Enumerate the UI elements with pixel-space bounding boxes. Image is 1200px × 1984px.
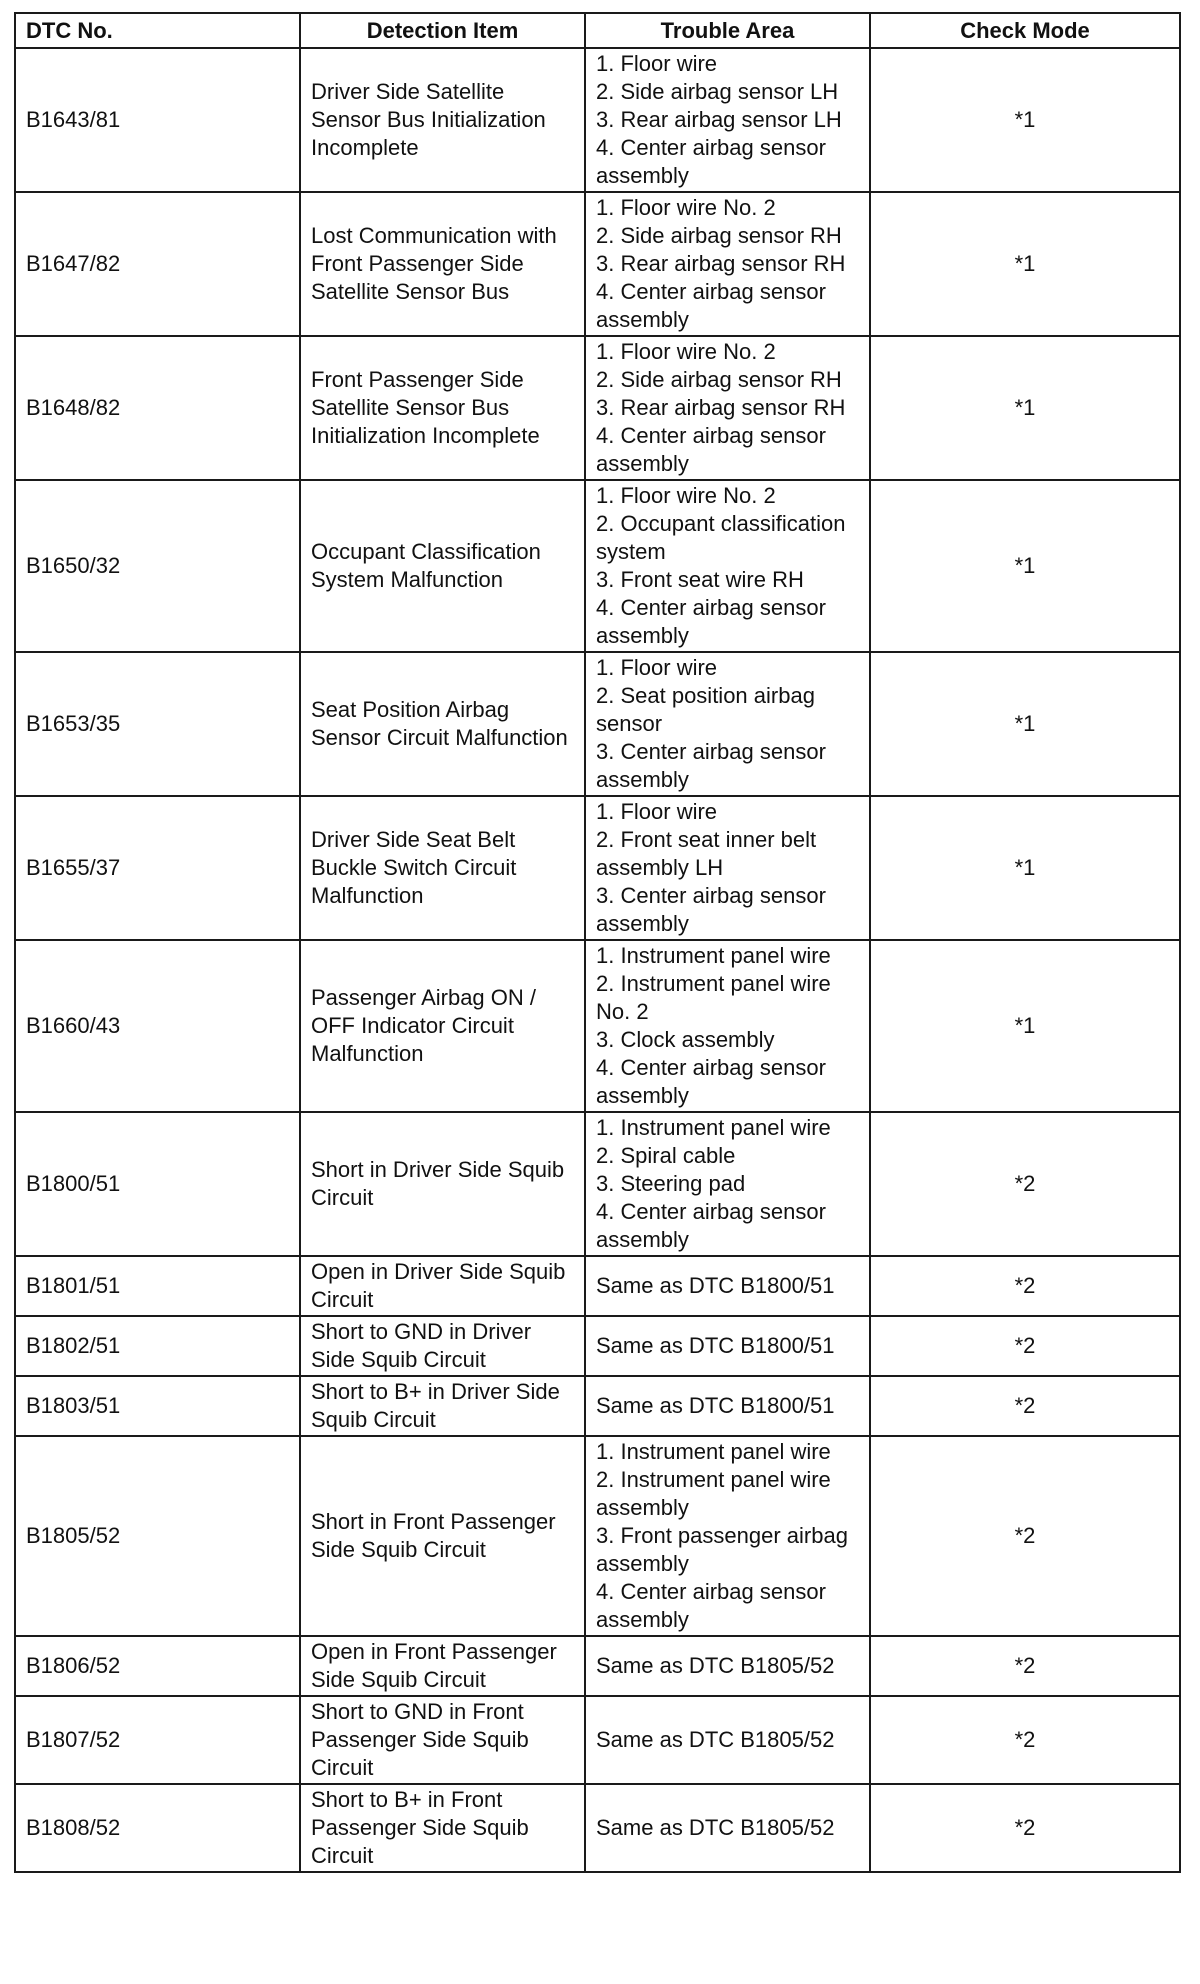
detection-item-line: Lost Communication with (311, 223, 557, 248)
dtc-number-cell: B1650/32 (15, 480, 300, 652)
trouble-area-line: 3. Center airbag sensor (596, 739, 826, 764)
check-mode-cell: *1 (870, 940, 1180, 1112)
trouble-area-line: 2. Side airbag sensor RH (596, 223, 842, 248)
detection-item-line: Malfunction (311, 883, 424, 908)
trouble-area-line: assembly (596, 1551, 689, 1576)
dtc-number-cell: B1807/52 (15, 1696, 300, 1784)
detection-item-cell (300, 1636, 585, 1696)
table-row (15, 1376, 1180, 1436)
table-row (15, 1636, 1180, 1696)
detection-item-line: Occupant Classification (311, 539, 541, 564)
trouble-area-cell (585, 940, 870, 1112)
detection-item-line: Initialization Incomplete (311, 423, 540, 448)
dtc-number-cell: B1802/51 (15, 1316, 300, 1376)
detection-item-cell (300, 652, 585, 796)
detection-item-cell (300, 192, 585, 336)
detection-item-line: System Malfunction (311, 567, 503, 592)
detection-item-line: Malfunction (311, 1041, 424, 1066)
detection-item-line: Short in Driver Side Squib (311, 1157, 565, 1182)
check-mode-cell: *2 (870, 1784, 1180, 1872)
table-header-row (15, 13, 1180, 48)
check-mode-cell: *1 (870, 192, 1180, 336)
detection-item-cell (300, 1316, 585, 1376)
trouble-area-line: 3. Front passenger airbag (596, 1523, 848, 1548)
detection-item-cell (300, 1256, 585, 1316)
check-mode-cell: *2 (870, 1316, 1180, 1376)
trouble-area-cell (585, 1436, 870, 1636)
check-mode-cell: *2 (870, 1376, 1180, 1436)
trouble-area-line: assembly (596, 451, 689, 476)
dtc-number-cell: B1806/52 (15, 1636, 300, 1696)
trouble-area-line: 2. Front seat inner belt (596, 827, 817, 852)
detection-item-line: Short in Front Passenger (311, 1509, 556, 1534)
header-trouble-area: Trouble Area (585, 13, 870, 48)
trouble-area-line: system (596, 539, 666, 564)
detection-item-cell (300, 480, 585, 652)
dtc-number-cell: B1801/51 (15, 1256, 300, 1316)
detection-item-line: Side Squib Circuit (311, 1667, 486, 1692)
table-row (15, 480, 1180, 652)
trouble-area-line: Same as DTC B1805/52 (596, 1815, 835, 1840)
trouble-area-line: 1. Floor wire No. 2 (596, 195, 776, 220)
header-detection-item: Detection Item (300, 13, 585, 48)
table-row (15, 336, 1180, 480)
trouble-area-line: 1. Floor wire (596, 51, 718, 76)
trouble-area-line: Same as DTC B1805/52 (596, 1727, 835, 1752)
trouble-area-line: assembly (596, 307, 689, 332)
trouble-area-cell (585, 1316, 870, 1376)
detection-item-line: Buckle Switch Circuit (311, 855, 517, 880)
check-mode-cell: *1 (870, 796, 1180, 940)
detection-item-line: Passenger Side Squib (311, 1727, 529, 1752)
trouble-area-cell (585, 1376, 870, 1436)
table-row (15, 1256, 1180, 1316)
dtc-number-cell: B1800/51 (15, 1112, 300, 1256)
trouble-area-line: 3. Center airbag sensor (596, 883, 826, 908)
trouble-area-line: assembly (596, 1227, 689, 1252)
trouble-area-cell (585, 1784, 870, 1872)
check-mode-cell: *1 (870, 48, 1180, 192)
table-body (15, 48, 1180, 1872)
check-mode-cell: *1 (870, 480, 1180, 652)
detection-item-line: Satellite Sensor Bus (311, 279, 510, 304)
table-row (15, 48, 1180, 192)
detection-item-line: Short to GND in Driver (311, 1319, 532, 1344)
table-row (15, 796, 1180, 940)
trouble-area-line: 1. Instrument panel wire (596, 1115, 831, 1140)
check-mode-cell: *2 (870, 1436, 1180, 1636)
table-row (15, 192, 1180, 336)
trouble-area-line: 4. Center airbag sensor (596, 1199, 826, 1224)
detection-item-line: Side Squib Circuit (311, 1537, 486, 1562)
detection-item-line: Sensor Bus Initialization (311, 107, 546, 132)
dtc-number-cell: B1660/43 (15, 940, 300, 1112)
trouble-area-cell (585, 1636, 870, 1696)
trouble-area-cell (585, 1112, 870, 1256)
detection-item-line: Circuit (311, 1185, 374, 1210)
trouble-area-line: 4. Center airbag sensor (596, 595, 826, 620)
trouble-area-line: 4. Center airbag sensor (596, 1055, 826, 1080)
header-check-mode: Check Mode (870, 13, 1180, 48)
table-row (15, 652, 1180, 796)
detection-item-cell (300, 796, 585, 940)
trouble-area-line: 1. Floor wire No. 2 (596, 339, 776, 364)
trouble-area-cell (585, 336, 870, 480)
trouble-area-cell (585, 48, 870, 192)
trouble-area-cell (585, 192, 870, 336)
detection-item-line: Squib Circuit (311, 1407, 436, 1432)
trouble-area-line: Same as DTC B1800/51 (596, 1333, 835, 1358)
detection-item-cell (300, 336, 585, 480)
detection-item-line: Short to B+ in Driver Side (311, 1379, 560, 1404)
trouble-area-line: No. 2 (596, 999, 649, 1024)
trouble-area-line: 3. Front seat wire RH (596, 567, 804, 592)
table-row (15, 1112, 1180, 1256)
detection-item-line: Sensor Circuit Malfunction (311, 725, 568, 750)
dtc-number-cell: B1808/52 (15, 1784, 300, 1872)
trouble-area-line: assembly LH (596, 855, 724, 880)
trouble-area-line: 4. Center airbag sensor (596, 1579, 826, 1604)
detection-item-line: Passenger Airbag ON / (311, 985, 537, 1010)
trouble-area-line: 2. Occupant classification (596, 511, 846, 536)
trouble-area-line: assembly (596, 767, 689, 792)
detection-item-line: Circuit (311, 1843, 374, 1868)
table-row (15, 1784, 1180, 1872)
dtc-number-cell: B1803/51 (15, 1376, 300, 1436)
check-mode-cell: *2 (870, 1256, 1180, 1316)
trouble-area-line: sensor (596, 711, 663, 736)
trouble-area-line: assembly (596, 1607, 689, 1632)
trouble-area-line: 2. Spiral cable (596, 1143, 736, 1168)
trouble-area-line: Same as DTC B1800/51 (596, 1273, 835, 1298)
detection-item-line: Open in Front Passenger (311, 1639, 557, 1664)
detection-item-line: Front Passenger Side (311, 251, 524, 276)
header-dtc-no: DTC No. (15, 13, 300, 48)
detection-item-cell (300, 1784, 585, 1872)
trouble-area-line: 2. Instrument panel wire (596, 1467, 831, 1492)
check-mode-cell: *2 (870, 1696, 1180, 1784)
check-mode-cell: *1 (870, 652, 1180, 796)
detection-item-line: Short to GND in Front (311, 1699, 524, 1724)
detection-item-line: Open in Driver Side Squib (311, 1259, 566, 1284)
detection-item-line: Front Passenger Side (311, 367, 524, 392)
check-mode-cell: *1 (870, 336, 1180, 480)
trouble-area-line: 3. Rear airbag sensor RH (596, 395, 846, 420)
trouble-area-line: assembly (596, 1495, 689, 1520)
trouble-area-line: 3. Rear airbag sensor RH (596, 251, 846, 276)
trouble-area-line: 2. Seat position airbag (596, 683, 815, 708)
detection-item-line: OFF Indicator Circuit (311, 1013, 514, 1038)
dtc-number-cell: B1648/82 (15, 336, 300, 480)
trouble-area-line: assembly (596, 911, 689, 936)
detection-item-line: Driver Side Satellite (311, 79, 505, 104)
trouble-area-cell (585, 652, 870, 796)
trouble-area-line: 4. Center airbag sensor (596, 279, 826, 304)
trouble-area-cell (585, 1256, 870, 1316)
trouble-area-line: 3. Steering pad (596, 1171, 746, 1196)
detection-item-cell (300, 940, 585, 1112)
check-mode-cell: *2 (870, 1636, 1180, 1696)
detection-item-line: Driver Side Seat Belt (311, 827, 516, 852)
table-row (15, 940, 1180, 1112)
detection-item-cell (300, 1436, 585, 1636)
trouble-area-cell (585, 480, 870, 652)
trouble-area-line: 3. Rear airbag sensor LH (596, 107, 842, 132)
trouble-area-cell (585, 1696, 870, 1784)
trouble-area-cell (585, 796, 870, 940)
table-row (15, 1316, 1180, 1376)
table-row (15, 1696, 1180, 1784)
detection-item-line: Side Squib Circuit (311, 1347, 486, 1372)
detection-item-line: Incomplete (311, 135, 419, 160)
detection-item-line: Circuit (311, 1755, 374, 1780)
detection-item-line: Circuit (311, 1287, 374, 1312)
detection-item-line: Passenger Side Squib (311, 1815, 529, 1840)
dtc-number-cell: B1653/35 (15, 652, 300, 796)
check-mode-cell: *2 (870, 1112, 1180, 1256)
trouble-area-line: 4. Center airbag sensor (596, 423, 826, 448)
detection-item-line: Satellite Sensor Bus (311, 395, 510, 420)
dtc-number-cell: B1643/81 (15, 48, 300, 192)
trouble-area-line: 1. Floor wire (596, 799, 718, 824)
trouble-area-line: Same as DTC B1800/51 (596, 1393, 835, 1418)
trouble-area-line: assembly (596, 163, 689, 188)
trouble-area-line: 2. Side airbag sensor RH (596, 367, 842, 392)
detection-item-cell (300, 1376, 585, 1436)
trouble-area-line: 1. Instrument panel wire (596, 943, 831, 968)
detection-item-cell (300, 1112, 585, 1256)
detection-item-cell (300, 1696, 585, 1784)
dtc-table (14, 12, 1181, 1873)
trouble-area-line: 1. Floor wire (596, 655, 718, 680)
trouble-area-line: 2. Instrument panel wire (596, 971, 831, 996)
trouble-area-line: 3. Clock assembly (596, 1027, 775, 1052)
dtc-number-cell: B1647/82 (15, 192, 300, 336)
trouble-area-line: 4. Center airbag sensor (596, 135, 826, 160)
trouble-area-line: Same as DTC B1805/52 (596, 1653, 835, 1678)
dtc-number-cell: B1805/52 (15, 1436, 300, 1636)
detection-item-cell (300, 48, 585, 192)
trouble-area-line: 1. Floor wire No. 2 (596, 483, 776, 508)
trouble-area-line: assembly (596, 623, 689, 648)
detection-item-line: Seat Position Airbag (311, 697, 510, 722)
dtc-number-cell: B1655/37 (15, 796, 300, 940)
trouble-area-line: 2. Side airbag sensor LH (596, 79, 839, 104)
table-row (15, 1436, 1180, 1636)
trouble-area-line: assembly (596, 1083, 689, 1108)
trouble-area-line: 1. Instrument panel wire (596, 1439, 831, 1464)
detection-item-line: Short to B+ in Front (311, 1787, 503, 1812)
